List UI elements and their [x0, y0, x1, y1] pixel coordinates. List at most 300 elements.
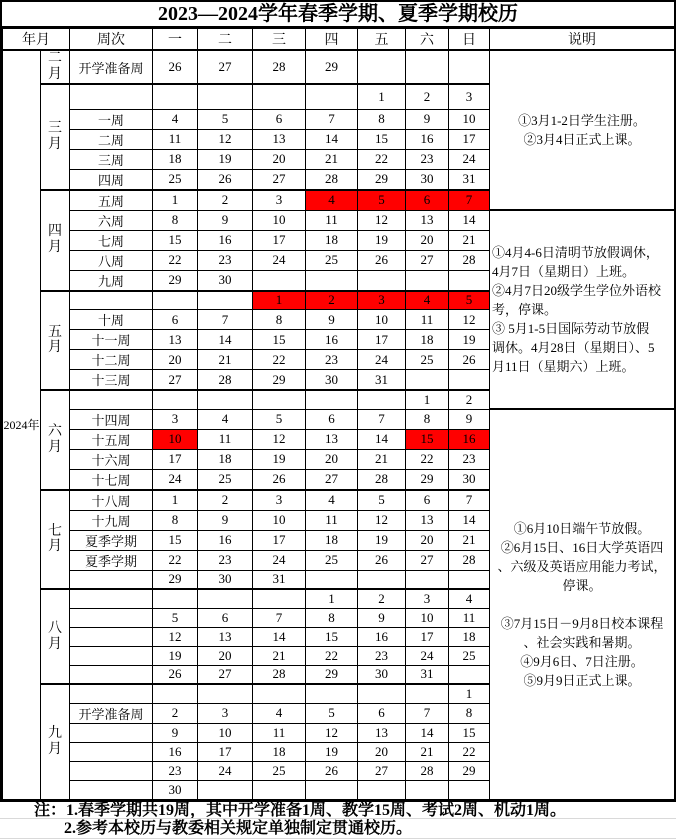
day-cell: [253, 684, 306, 703]
day-cell: 12: [198, 129, 253, 149]
day-cell: 29: [306, 50, 358, 84]
day-cell: 17: [406, 627, 449, 646]
day-cell: 21: [198, 350, 253, 370]
day-cell: 31: [253, 570, 306, 589]
day-cell: 15: [153, 230, 198, 250]
note-line: 4月7日（星期日）上班。: [492, 264, 636, 279]
day-cell: 14: [406, 723, 449, 742]
day-cell: 2: [406, 84, 449, 109]
day-cell: 23: [198, 250, 253, 270]
day-cell: [306, 570, 358, 589]
day-cell: 13: [253, 129, 306, 149]
month-label: 九月: [47, 726, 62, 757]
day-cell: 2: [358, 589, 406, 608]
day-cell-highlighted: 4: [306, 190, 358, 211]
day-cell: 30: [306, 370, 358, 391]
month-cell: [41, 589, 70, 684]
day-cell: 25: [153, 169, 198, 190]
day-cell: 12: [153, 627, 198, 646]
footnote-line-2: 2.参考本校历与教委相关规定单独制定贯通校历。: [0, 819, 676, 839]
day-cell: [306, 684, 358, 703]
note-line: 调休。4月28日（星期日）、5: [492, 340, 655, 355]
day-cell: 28: [306, 169, 358, 190]
day-cell: 11: [306, 210, 358, 230]
day-cell: 24: [358, 350, 406, 370]
footnotes: [0, 802, 676, 839]
day-cell-highlighted: 6: [406, 190, 449, 211]
day-cell: 4: [198, 409, 253, 429]
day-cell: 25: [253, 761, 306, 780]
month-label: 四月: [47, 224, 62, 255]
week-label-cell: 十一周: [70, 330, 153, 350]
day-cell: 1: [406, 390, 449, 409]
day-cell: 29: [406, 469, 449, 490]
month-label: 八月: [47, 620, 62, 652]
note-line: [490, 595, 674, 614]
day-cell: [406, 684, 449, 703]
day-cell: [198, 390, 253, 409]
day-cell: [153, 589, 198, 608]
day-cell: [153, 684, 198, 703]
day-cell: 13: [153, 330, 198, 350]
day-cell: [306, 780, 358, 799]
day-cell: 11: [406, 310, 449, 330]
day-cell: 22: [306, 646, 358, 665]
day-cell: 26: [306, 761, 358, 780]
day-cell: [153, 84, 198, 109]
day-cell: 26: [198, 169, 253, 190]
day-cell: [358, 684, 406, 703]
day-cell: 19: [358, 230, 406, 250]
day-cell: 1: [449, 684, 490, 703]
note-line: 考，停课。: [492, 302, 558, 317]
day-cell: 28: [406, 761, 449, 780]
day-cell-highlighted: 16: [449, 429, 490, 449]
day-cell: [253, 780, 306, 799]
day-cell: [358, 570, 406, 589]
day-cell: 10: [358, 310, 406, 330]
day-cell: 21: [449, 530, 490, 550]
day-cell: 21: [358, 449, 406, 469]
day-cell: 6: [153, 310, 198, 330]
day-cell: 10: [253, 210, 306, 230]
day-cell: 3: [406, 589, 449, 608]
day-cell: 12: [306, 723, 358, 742]
day-cell-highlighted: 5: [358, 190, 406, 211]
week-label-cell: 三周: [70, 149, 153, 169]
day-cell: 6: [306, 409, 358, 429]
day-cell: 28: [449, 250, 490, 270]
day-cell: 1: [358, 84, 406, 109]
day-cell-highlighted: 1: [253, 291, 306, 310]
day-cell: 16: [153, 742, 198, 761]
day-cell: 27: [306, 469, 358, 490]
day-cell: 16: [358, 627, 406, 646]
day-cell: 11: [198, 429, 253, 449]
note-line: ⑤9月9日正式上课。: [523, 672, 641, 688]
day-cell: 19: [358, 530, 406, 550]
month-cell: [41, 390, 70, 490]
day-cell: [358, 780, 406, 799]
note-line: 月11日（星期六）上班。: [492, 359, 635, 374]
day-cell: 31: [406, 665, 449, 684]
day-cell: 20: [358, 742, 406, 761]
day-cell: 19: [153, 646, 198, 665]
month-label: 二月: [47, 51, 62, 82]
week-label-cell: 六周: [70, 210, 153, 230]
day-cell: 22: [153, 250, 198, 270]
day-cell: 27: [406, 250, 449, 270]
week-label-cell: 十二周: [70, 350, 153, 370]
day-cell: 29: [153, 570, 198, 589]
day-cell: 22: [449, 742, 490, 761]
day-cell: 11: [449, 608, 490, 627]
day-cell: 24: [253, 550, 306, 570]
day-cell: 23: [358, 646, 406, 665]
day-cell: 8: [306, 608, 358, 627]
day-cell: 30: [198, 270, 253, 291]
day-cell: 30: [198, 570, 253, 589]
day-cell: 6: [198, 608, 253, 627]
day-cell: 6: [253, 109, 306, 129]
day-cell: [449, 780, 490, 799]
day-cell: [253, 390, 306, 409]
day-cell: 18: [306, 230, 358, 250]
note-line: ③7月15日－9月8日校本课程: [500, 615, 664, 631]
day-cell: 27: [358, 761, 406, 780]
day-cell: 24: [198, 761, 253, 780]
year-month-header: 年月: [3, 29, 70, 51]
day-cell: 8: [253, 310, 306, 330]
day-cell: [198, 84, 253, 109]
day-cell: 13: [358, 723, 406, 742]
day-cell: 6: [406, 490, 449, 511]
day-cell: 9: [406, 109, 449, 129]
calendar-table: [2, 28, 675, 800]
week-label-cell: 一周: [70, 109, 153, 129]
calendar-row: [3, 50, 675, 84]
week-label-cell: [70, 291, 153, 310]
day-cell: [406, 270, 449, 291]
day-cell: 14: [449, 510, 490, 530]
calendar-title: 2023—2024学年春季学期、夏季学期校历: [2, 2, 674, 28]
day-cell: 5: [253, 409, 306, 429]
day-cell: 17: [358, 330, 406, 350]
day-cell: 21: [253, 646, 306, 665]
day-cell: 25: [406, 350, 449, 370]
day-cell: 3: [153, 409, 198, 429]
day-header-thu: 四: [306, 29, 358, 51]
day-cell: 16: [406, 129, 449, 149]
notes-header: 说明: [490, 29, 675, 51]
day-cell: 11: [253, 723, 306, 742]
day-cell: [358, 390, 406, 409]
month-cell: [41, 50, 70, 84]
day-cell: [153, 291, 198, 310]
day-cell: 18: [253, 742, 306, 761]
day-cell: 27: [198, 50, 253, 84]
day-cell: 18: [153, 149, 198, 169]
week-label-cell: [70, 608, 153, 627]
day-cell: 26: [153, 665, 198, 684]
footnote-line-1: 注：1.春季学期共19周，其中开学准备1周、教学15周、考试2周、机动1周。: [0, 802, 676, 819]
day-cell: 7: [358, 409, 406, 429]
day-cell: 19: [306, 742, 358, 761]
day-cell: 20: [198, 646, 253, 665]
calendar-row: [3, 409, 675, 429]
notes-cell: [490, 409, 675, 799]
day-cell: 8: [449, 703, 490, 723]
week-label-cell: 二周: [70, 129, 153, 149]
day-cell: 26: [153, 50, 198, 84]
week-label-cell: [70, 723, 153, 742]
day-cell: [358, 270, 406, 291]
day-cell: 9: [198, 210, 253, 230]
day-cell: 12: [449, 310, 490, 330]
day-cell: 4: [253, 703, 306, 723]
day-cell-highlighted: 3: [358, 291, 406, 310]
day-cell: 22: [406, 449, 449, 469]
day-cell: 12: [358, 210, 406, 230]
week-label-cell: 开学准备周: [70, 50, 153, 84]
day-cell: 3: [253, 490, 306, 511]
day-cell: 29: [306, 665, 358, 684]
day-cell: 22: [253, 350, 306, 370]
week-label-cell: 九周: [70, 270, 153, 291]
day-cell: 4: [153, 109, 198, 129]
note-line: ③ 5月1-5日国际劳动节放假: [492, 321, 650, 336]
week-label-cell: 五周: [70, 190, 153, 211]
day-header-sun: 日: [449, 29, 490, 51]
week-label-cell: 开学准备周: [70, 703, 153, 723]
week-label-cell: [70, 761, 153, 780]
day-cell: 26: [449, 350, 490, 370]
note-line: ①3月1-2日学生注册。: [518, 113, 646, 128]
day-cell: 3: [253, 190, 306, 211]
day-cell: 28: [253, 50, 306, 84]
day-cell: 30: [449, 469, 490, 490]
week-label-cell: 十八周: [70, 490, 153, 511]
day-cell: 2: [449, 390, 490, 409]
day-cell: 29: [449, 761, 490, 780]
day-cell-highlighted: 2: [306, 291, 358, 310]
day-cell: 25: [306, 550, 358, 570]
week-label-cell: 夏季学期: [70, 550, 153, 570]
day-cell: 13: [306, 429, 358, 449]
day-cell: 12: [358, 510, 406, 530]
day-cell: [306, 390, 358, 409]
notes-cell: [490, 210, 675, 409]
month-cell: [41, 490, 70, 590]
day-cell: 22: [153, 550, 198, 570]
day-cell: 14: [449, 210, 490, 230]
day-cell: 15: [306, 627, 358, 646]
day-cell: 27: [253, 169, 306, 190]
day-cell: 3: [449, 84, 490, 109]
day-cell: 11: [153, 129, 198, 149]
day-cell: [198, 291, 253, 310]
day-cell: 23: [306, 350, 358, 370]
notes-cell: [490, 50, 675, 210]
day-cell: 30: [406, 169, 449, 190]
day-cell: 17: [449, 129, 490, 149]
month-cell: [41, 84, 70, 190]
day-cell: 25: [198, 469, 253, 490]
day-cell: [306, 84, 358, 109]
day-cell: 3: [198, 703, 253, 723]
day-cell: 27: [406, 550, 449, 570]
day-cell: 23: [198, 550, 253, 570]
day-cell: 9: [358, 608, 406, 627]
day-cell: 29: [153, 270, 198, 291]
week-label-cell: 八周: [70, 250, 153, 270]
day-cell: 14: [358, 429, 406, 449]
day-cell: 29: [253, 370, 306, 391]
week-label-cell: 七周: [70, 230, 153, 250]
day-cell: 28: [198, 370, 253, 391]
day-cell: 16: [198, 530, 253, 550]
day-cell: 27: [153, 370, 198, 391]
day-cell: 14: [198, 330, 253, 350]
day-cell: 9: [306, 310, 358, 330]
day-cell: 22: [358, 149, 406, 169]
day-cell: 18: [306, 530, 358, 550]
day-cell: 12: [253, 429, 306, 449]
day-cell: 21: [406, 742, 449, 761]
day-cell: 20: [406, 230, 449, 250]
day-cell: 24: [406, 646, 449, 665]
day-cell-highlighted: 4: [406, 291, 449, 310]
note-line: ①6月10日端午节放假。: [513, 520, 651, 536]
day-cell: 17: [253, 230, 306, 250]
day-cell: 18: [198, 449, 253, 469]
day-cell: 8: [406, 409, 449, 429]
day-cell: 19: [253, 449, 306, 469]
day-cell: 8: [153, 510, 198, 530]
month-label: 三月: [47, 121, 62, 152]
note-line: 、六级及英语应用能力考试，: [497, 558, 667, 574]
day-cell: 2: [198, 490, 253, 511]
note-line: ②6月15日、16日大学英语四: [500, 539, 664, 555]
week-label-cell: 十五周: [70, 429, 153, 449]
day-cell: [449, 665, 490, 684]
day-header-fri: 五: [358, 29, 406, 51]
day-cell: [358, 50, 406, 84]
week-number-header: 周次: [70, 29, 153, 51]
day-cell: 15: [153, 530, 198, 550]
day-cell: [449, 50, 490, 84]
day-cell: 6: [358, 703, 406, 723]
day-cell: 26: [358, 250, 406, 270]
day-header-wed: 三: [253, 29, 306, 51]
day-cell: 10: [406, 608, 449, 627]
day-cell: 14: [306, 129, 358, 149]
day-cell: 1: [153, 190, 198, 211]
day-cell: 19: [449, 330, 490, 350]
month-cell: [41, 190, 70, 291]
day-cell: 20: [253, 149, 306, 169]
calendar-row: [3, 210, 675, 230]
day-cell: 7: [253, 608, 306, 627]
day-cell: 1: [153, 490, 198, 511]
day-cell: [449, 570, 490, 589]
day-cell: 14: [253, 627, 306, 646]
day-cell: [253, 84, 306, 109]
day-cell: [406, 780, 449, 799]
day-cell: 9: [198, 510, 253, 530]
day-cell: 30: [358, 665, 406, 684]
day-cell: 20: [406, 530, 449, 550]
day-header-sat: 六: [406, 29, 449, 51]
day-cell: 30: [153, 780, 198, 799]
day-cell: 8: [358, 109, 406, 129]
day-cell: 28: [449, 550, 490, 570]
day-cell: 7: [406, 703, 449, 723]
day-cell: 25: [449, 646, 490, 665]
day-cell: 7: [198, 310, 253, 330]
day-cell: 25: [306, 250, 358, 270]
day-cell: 21: [449, 230, 490, 250]
day-cell: 9: [449, 409, 490, 429]
day-cell: 13: [406, 210, 449, 230]
day-cell: 5: [198, 109, 253, 129]
header-row: [3, 29, 675, 51]
day-cell: 23: [153, 761, 198, 780]
week-label-cell: [70, 570, 153, 589]
day-header-tue: 二: [198, 29, 253, 51]
day-cell: 17: [253, 530, 306, 550]
day-cell: [406, 570, 449, 589]
day-cell: [306, 270, 358, 291]
day-cell: 18: [406, 330, 449, 350]
week-label-cell: [70, 665, 153, 684]
day-cell: 24: [253, 250, 306, 270]
note-line: ②4月7日20级学生学位外语校: [492, 283, 662, 298]
day-cell: 27: [198, 665, 253, 684]
note-line: ②3月4日正式上课。: [523, 132, 641, 147]
day-cell: 16: [198, 230, 253, 250]
day-header-mon: 一: [153, 29, 198, 51]
day-cell: 13: [406, 510, 449, 530]
note-line: ④9月6日、7日注册。: [520, 653, 644, 669]
week-label-cell: [70, 742, 153, 761]
week-label-cell: 四周: [70, 169, 153, 190]
day-cell: 10: [449, 109, 490, 129]
day-cell: 17: [198, 742, 253, 761]
week-label-cell: 十七周: [70, 469, 153, 490]
day-cell: 2: [153, 703, 198, 723]
day-cell: [198, 780, 253, 799]
day-cell: 24: [449, 149, 490, 169]
week-label-cell: [70, 780, 153, 799]
month-cell: [41, 291, 70, 391]
day-cell-highlighted: 5: [449, 291, 490, 310]
day-cell: [253, 270, 306, 291]
month-label: 六月: [47, 424, 62, 455]
day-cell: 24: [153, 469, 198, 490]
day-cell: 26: [358, 550, 406, 570]
day-cell: 10: [253, 510, 306, 530]
day-cell: 31: [449, 169, 490, 190]
week-label-cell: [70, 627, 153, 646]
day-cell: [198, 684, 253, 703]
day-cell-highlighted: 7: [449, 190, 490, 211]
note-line: ①4月4-6日清明节放假调休，: [492, 245, 659, 260]
day-cell: [253, 589, 306, 608]
week-label-cell: 十九周: [70, 510, 153, 530]
week-label-cell: [70, 84, 153, 109]
day-cell: 7: [449, 490, 490, 511]
